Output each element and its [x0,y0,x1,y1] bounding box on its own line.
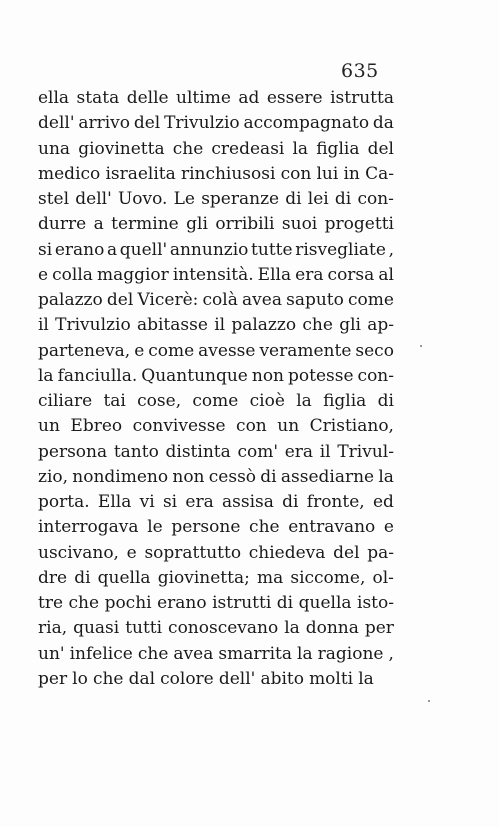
text-line: il Trivulzio abitasse il palazzo che gli ap- [38,315,394,336]
text-line: ria, quasi tutti conoscevano la donna per [38,618,394,639]
text-line: medico israelita rinchiusosi con lui in Ca- [38,163,394,184]
text-line: per lo che dal colore dell' abito molti la [38,668,374,689]
text-line: ciliare tai cose, come cioè la figlia di [38,391,394,411]
text-line: parteneva, e come avesse veramente seco [38,340,394,361]
text-line: durre a termine gli orribili suoi progetti [38,214,394,235]
text-line: porta. Ella vi si era assisa di fronte, ed [38,492,394,512]
margin-speck [420,345,422,347]
text-line: si erano a quell' annunzio tutte risvegliate , [38,239,394,260]
text-line: interrogava le persone che entravano e [38,517,394,538]
text-line: ella stata delle ultime ad essere istrutta [38,88,394,108]
text-line: un' infelice che avea smarrita la ragione , [38,643,394,664]
text-line: uscivano, e soprattutto chiedeva del pa- [38,542,394,563]
text-line: zio, nondimeno non cessò di assediarne la [38,466,394,487]
page-number: 635 [341,60,379,82]
text-line: stel dell' Uovo. Le speranze di lei di con- [38,189,394,209]
text-line: dell' arrivo del Trivulzio accompagnato da [38,113,394,134]
margin-speck [428,700,430,702]
text-line: persona tanto distinta com' era il Trivul- [38,441,394,462]
text-line: palazzo del Vicerè: colà avea saputo come [38,290,394,310]
body-text [38,86,394,692]
text-line: dre di quella giovinetta; ma siccome, ol- [38,567,394,588]
text-line: una giovinetta che credeasi la figlia del [38,138,394,159]
text-line: tre che pochi erano istrutti di quella isto- [38,593,394,613]
text-line: un Ebreo convivesse con un Cristiano, [38,416,394,437]
text-line: e colla maggior intensità. Ella era corsa al [38,264,394,285]
text-line: la fanciulla. Quantunque non potesse con- [38,365,394,386]
